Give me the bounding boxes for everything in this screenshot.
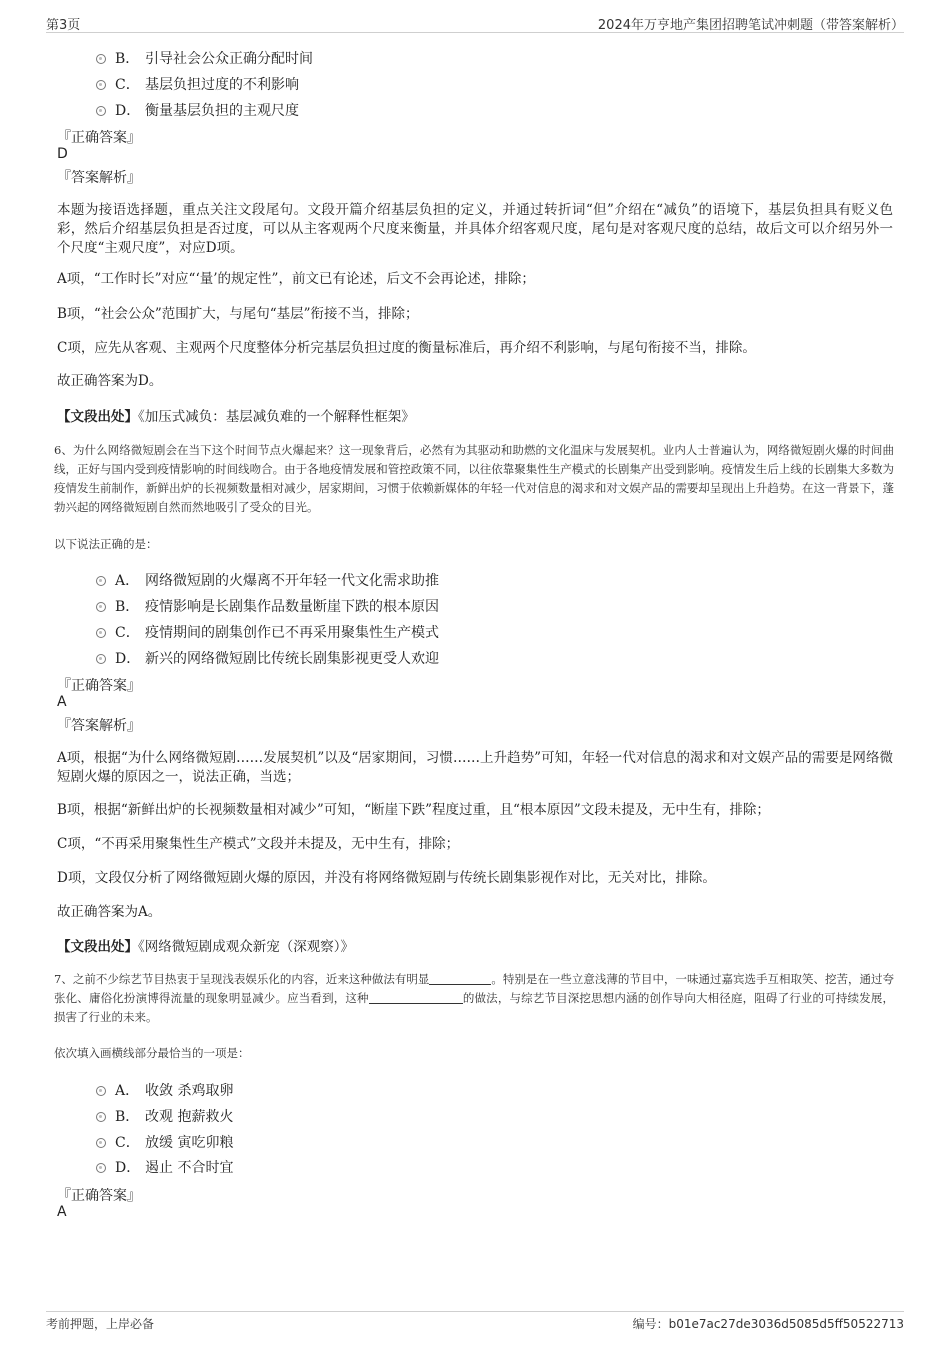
page-footer xyxy=(46,1311,904,1336)
page-number: 第3页 xyxy=(46,18,81,33)
q6-option-b[interactable]: B． 疫情影响是长剧集作品数量断崖下跌的根本原因 xyxy=(96,596,439,616)
q5-analysis-b: B项，“社会公众”范围扩大，与尾句“基层”衔接不当，排除； xyxy=(57,306,419,322)
radio-icon[interactable] xyxy=(96,1163,106,1173)
q5-answer: D xyxy=(57,146,68,162)
document-title: 2024年万亨地产集团招聘笔试冲刺题（带答案解析） xyxy=(597,18,904,33)
q6-analysis-b: B项，根据“新鲜出炉的长视频数量相对减少”可知，“断崖下跌”程度过重，且“根本原因”文段未提及，无中生有，排除； xyxy=(57,802,770,818)
q7-answer: A xyxy=(57,1204,67,1220)
q7-stem: 7、之前不少综艺节目热衷于呈现浅表娱乐化的内容，近来这种做法有明显 。特别是在一些立意浅薄的节目中，一味通过嘉宾选手互相取笑、挖苦，通过夸张化、庸俗化扮演博得流量的现象明显减少。应当看到，这种 的做法，与综艺节目深挖思想内涵的创作导向大相径庭，阻碍了行业的可持续发展，损害了行业的未来。 xyxy=(54,972,894,1024)
q7-option-b[interactable]: B． 改观 抱薪救火 xyxy=(96,1106,233,1126)
radio-icon[interactable] xyxy=(96,576,106,586)
footer-slogan: 考前押题，上岸必备 xyxy=(46,1317,155,1331)
page-header xyxy=(46,12,904,33)
q7-prompt: 依次填入画横线部分最恰当的一项是： xyxy=(54,1046,250,1060)
q5-analysis-label: 『答案解析』 xyxy=(57,170,141,186)
q7-option-d[interactable]: D． 遏止 不合时宜 xyxy=(96,1157,233,1177)
fill-blank-2[interactable] xyxy=(369,991,463,1004)
radio-icon[interactable] xyxy=(96,106,106,116)
q6-answer-label: 『正确答案』 xyxy=(57,678,141,694)
radio-icon[interactable] xyxy=(96,654,106,664)
radio-icon[interactable] xyxy=(96,54,106,64)
q6-analysis-a: A项，根据“为什么网络微短剧……发展契机”以及“居家期间，习惯……上升趋势”可知，年轻一代对信息的渴求和对文娱产品的需要是网络微短剧火爆的原因之一，说法正确，当选； xyxy=(57,750,893,785)
q5-conclusion: 故正确答案为D。 xyxy=(57,373,163,389)
q5-option-c[interactable]: C． 基层负担过度的不利影响 xyxy=(96,74,299,94)
q5-analysis-a: A项，“工作时长”对应“‘量’的规定性”，前文已有论述，后文不会再论述，排除； xyxy=(57,271,535,287)
q7-option-c[interactable]: C． 放缓 寅吃卯粮 xyxy=(96,1132,233,1152)
q7-option-a[interactable]: A． 收敛 杀鸡取卵 xyxy=(96,1080,233,1100)
q6-analysis-d: D项，文段仅分析了网络微短剧火爆的原因，并没有将网络微短剧与传统长剧集影视作对比，无关对比，排除。 xyxy=(57,870,716,886)
q5-analysis-paragraph: 本题为接语选择题，重点关注文段尾句。文段开篇介绍基层负担的定义，并通过转折词“但”介绍在“减负”的语境下，基层负担具有贬义色彩，然后介绍基层负担是否过度，可以从主客观两个尺度来衡量，并具体介绍客观尺度，尾句是对客观尺度的总结，故后文可以介绍另外一个尺度“主观尺度”，对应D项。 xyxy=(57,202,893,256)
q5-option-d[interactable]: D． 衡量基层负担的主观尺度 xyxy=(96,100,299,120)
q6-stem: 6、为什么网络微短剧会在当下这个时间节点火爆起来？这一现象背后，必然有为其驱动和助燃的文化温床与发展契机。业内人士普遍认为，网络微短剧火爆的时间曲线，正好与国内受到疫情影响的时间线吻合。由于各地疫情发展和管控政策不同，以往依靠聚集性生产模式的长剧集产出受到影响。疫情发生后上线的长剧集大多数为疫情发生前制作，新鲜出炉的长视频数量相对减少，居家期间，习惯于依赖新媒体的年轻一代对信息的渴求和对文娱产品的需要却呈现出上升趋势。在这一背景下，蓬勃兴起的网络微短剧自然而然地吸引了受众的目光。 xyxy=(54,443,894,514)
q6-conclusion: 故正确答案为A。 xyxy=(57,904,162,920)
radio-icon[interactable] xyxy=(96,628,106,638)
radio-icon[interactable] xyxy=(96,1112,106,1122)
q5-analysis-c: C项，应先从客观、主观两个尺度整体分析完基层负担过度的衡量标准后，再介绍不利影响，与尾句衔接不当，排除。 xyxy=(57,340,756,356)
q6-analysis-label: 『答案解析』 xyxy=(57,718,141,734)
radio-icon[interactable] xyxy=(96,602,106,612)
radio-icon[interactable] xyxy=(96,80,106,90)
q6-option-c[interactable]: C． 疫情期间的剧集创作已不再采用聚集性生产模式 xyxy=(96,622,439,642)
fill-blank-1[interactable] xyxy=(429,972,491,985)
q6-analysis-c: C项，“不再采用聚集性生产模式”文段并未提及，无中生有，排除； xyxy=(57,836,460,852)
q6-option-a[interactable]: A． 网络微短剧的火爆离不开年轻一代文化需求助推 xyxy=(96,570,439,590)
radio-icon[interactable] xyxy=(96,1086,106,1096)
q7-answer-label: 『正确答案』 xyxy=(57,1188,141,1204)
document-code: 编号：b01e7ac27de3036d5085d5ff50522713 xyxy=(632,1317,904,1331)
q6-answer: A xyxy=(57,694,67,710)
q5-answer-label: 『正确答案』 xyxy=(57,130,141,146)
q6-option-d[interactable]: D． 新兴的网络微短剧比传统长剧集影视更受人欢迎 xyxy=(96,648,439,668)
q5-option-b[interactable]: B． 引导社会公众正确分配时间 xyxy=(96,48,313,68)
q6-source: 【文段出处】《网络微短剧成观众新宠（深观察）》 xyxy=(57,939,354,955)
q5-source: 【文段出处】《加压式减负：基层减负难的一个解释性框架》 xyxy=(57,409,415,425)
radio-icon[interactable] xyxy=(96,1138,106,1148)
q6-prompt: 以下说法正确的是： xyxy=(54,537,158,551)
